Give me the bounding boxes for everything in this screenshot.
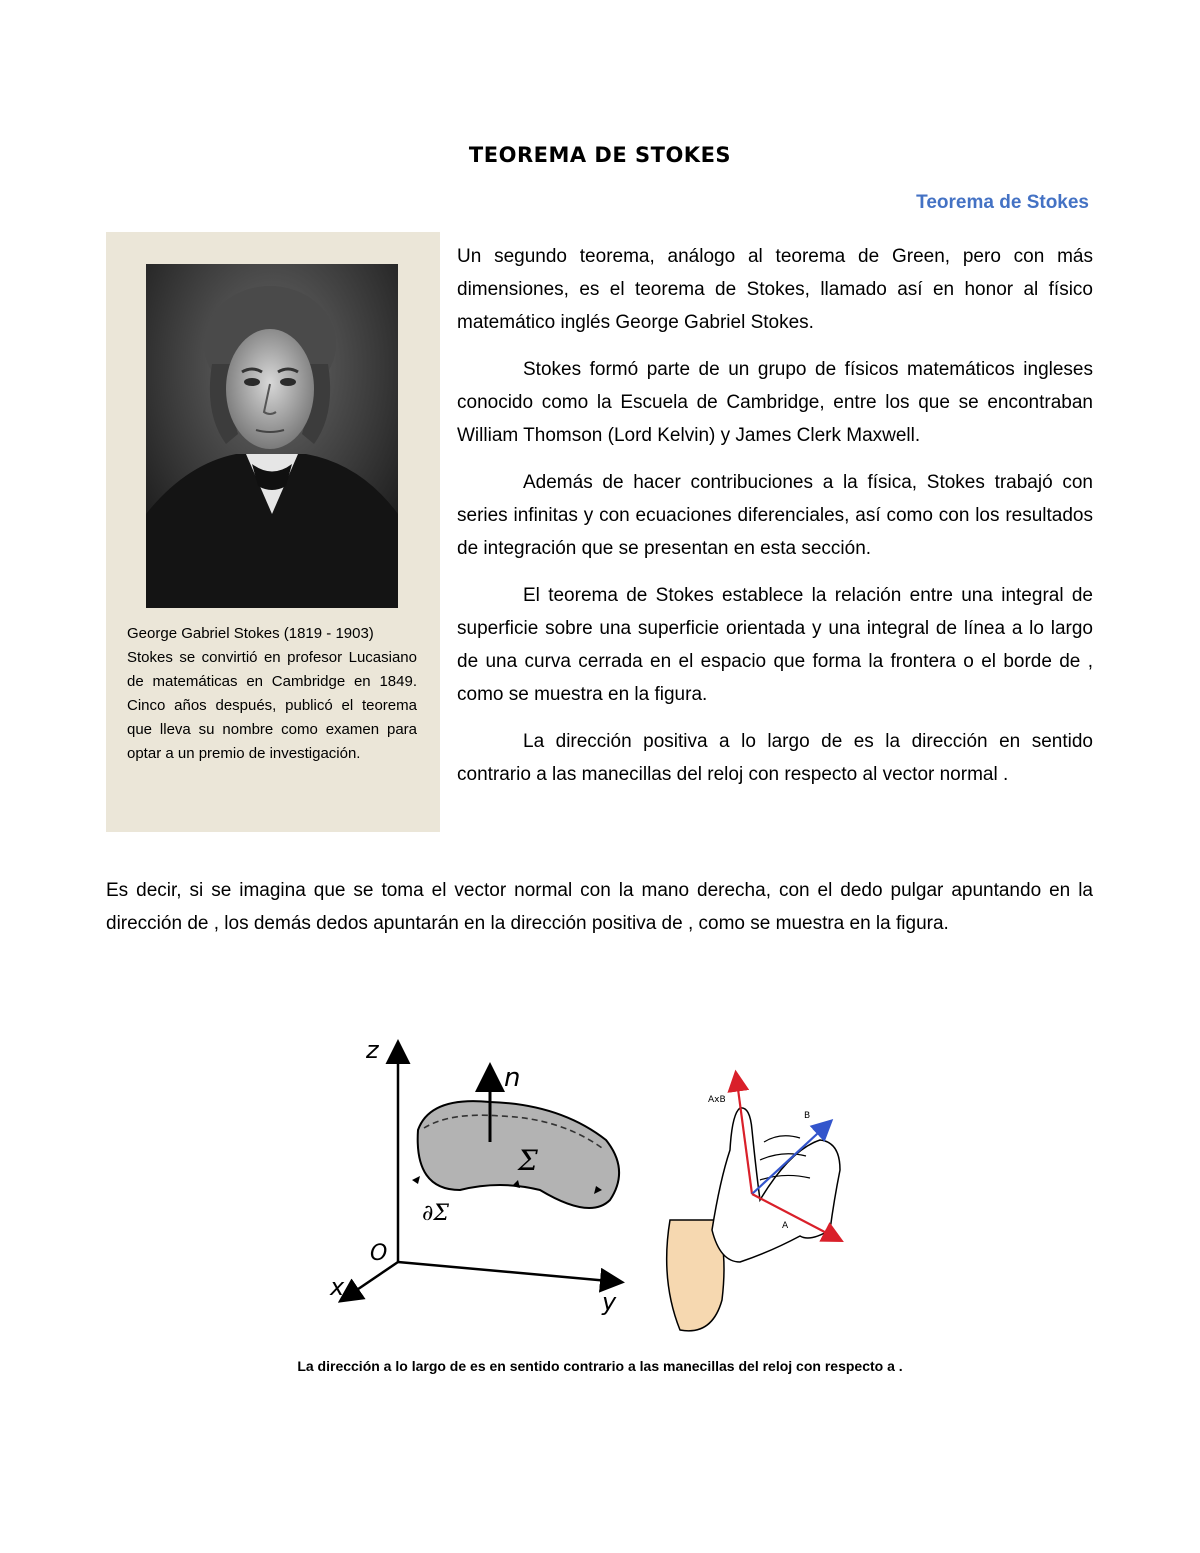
paragraph-3: Además de hacer contribuciones a la física, Stokes trabajó con series infinitas y con ecuaciones diferenciales, así como con los resultados de integración que se presentan en esta sección.	[457, 472, 1093, 559]
portrait-image	[146, 264, 398, 608]
caption-body: Stokes se convirtió en profesor Lucasiano de matemáticas en Cambridge en 1849. Cinco años después, publicó el teorema que lleva su nombre como examen para optar a un premio de investigación.	[127, 649, 417, 762]
figure-caption: La dirección a lo largo de es en sentido contrario a las manecillas del reloj con respecto a .	[297, 1358, 903, 1374]
a-label: A	[782, 1221, 789, 1231]
paragraph-5: La dirección positiva a lo largo de es la dirección en sentido contrario a las manecillas del reloj con respecto al vector normal .	[457, 731, 1093, 785]
caption-name-line: George Gabriel Stokes (1819 - 1903)	[127, 625, 374, 642]
sigma-label: Σ	[518, 1144, 538, 1177]
figure-diagram	[320, 1030, 880, 1340]
document-title: TEOREMA DE STOKES	[468, 143, 732, 167]
stokes-figure	[320, 1030, 880, 1340]
full-width-paragraph: Es decir, si se imagina que se toma el vector normal con la mano derecha, con el dedo pulgar apuntando en la dirección de , los demás dedos apuntarán en la dirección positiva de , como se muestra en la figura.	[106, 880, 1093, 934]
x-axis-label: x	[330, 1273, 345, 1301]
y-axis-label: y	[602, 1288, 617, 1316]
paragraph-2: Stokes formó parte de un grupo de físicos matemáticos ingleses conocido como la Escuela de Cambridge, entre los que se encontraban William Thomson (Lord Kelvin) y James Clerk Maxwell.	[457, 359, 1093, 446]
x-axis	[342, 1262, 398, 1300]
portrait-illustration	[146, 264, 398, 608]
boundary-arrow-1	[412, 1176, 420, 1184]
b-label: B	[804, 1111, 811, 1121]
paragraph-4: El teorema de Stokes establece la relación entre una integral de superficie sobre una superficie orientada y una integral de línea a lo largo de una curva cerrada en el espacio que forma la frontera o el borde de , como se muestra en la figura.	[457, 585, 1093, 705]
portrait-caption	[127, 622, 417, 766]
normal-label: n	[504, 1063, 521, 1093]
paragraph-1: Un segundo teorema, análogo al teorema de Green, pero con más dimensiones, es el teorema de Stokes, llamado así en honor al físico matemático inglés George Gabriel Stokes.	[457, 246, 1093, 333]
y-axis	[398, 1262, 620, 1282]
boundary-label: ∂Σ	[422, 1201, 449, 1226]
section-heading: Teorema de Stokes	[916, 192, 1089, 213]
z-axis-label: z	[366, 1036, 379, 1064]
right-hand-illustration	[667, 1108, 840, 1331]
sidebar-box	[106, 232, 440, 832]
main-text-column	[457, 240, 1093, 805]
origin-label: O	[370, 1241, 388, 1266]
axb-label: AxB	[708, 1095, 726, 1105]
